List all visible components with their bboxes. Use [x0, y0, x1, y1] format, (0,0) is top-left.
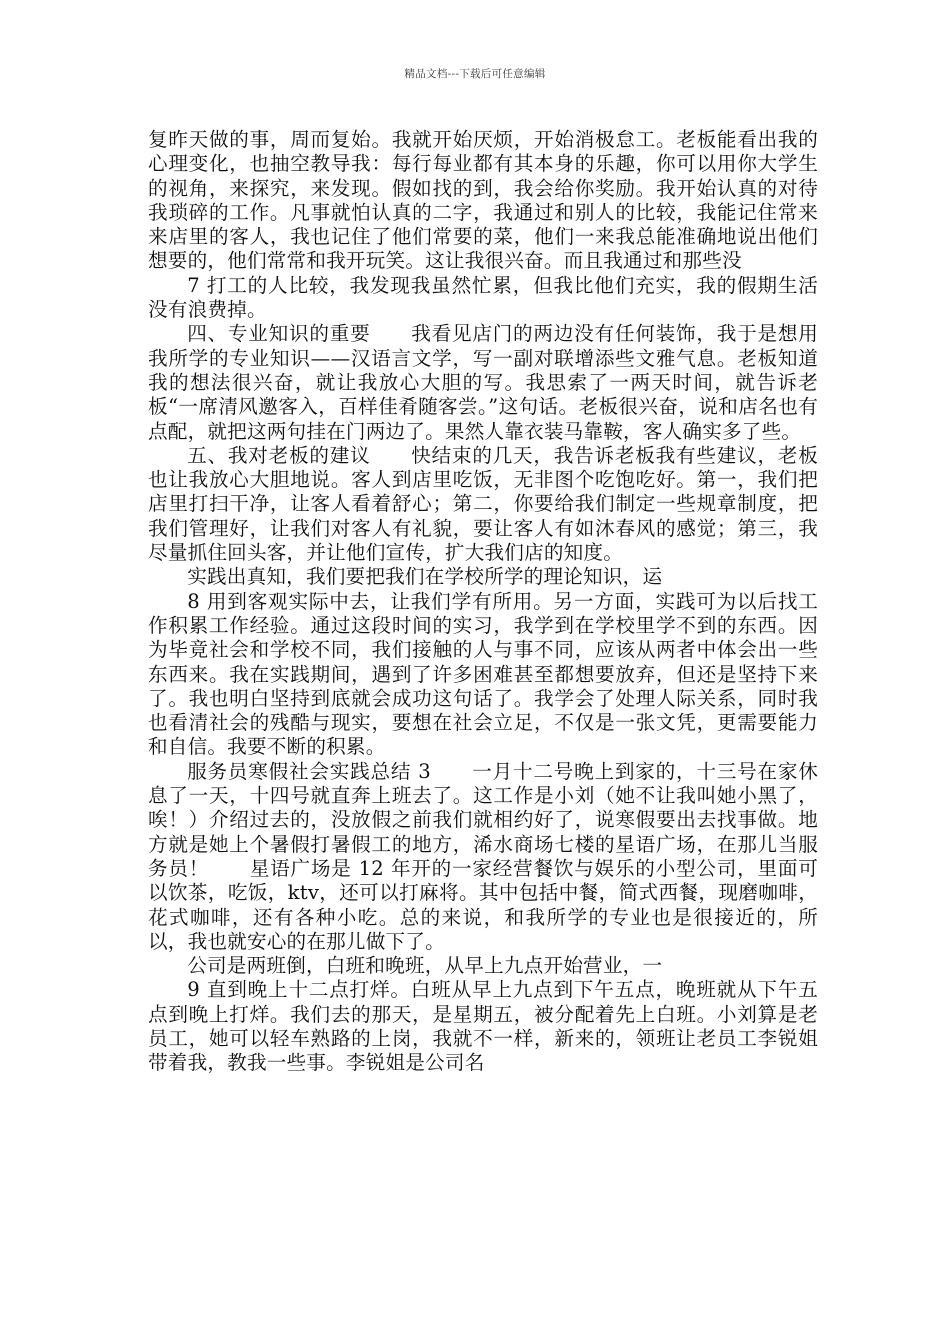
paragraph: 四、专业知识的重要 我看见店门的两边没有任何装饰，我于是想用我所学的专业知识——汉语言文学，写一副对联增添些文雅气息。老板知道我的想法很兴奋，就让我放心大胆的写。我思索了一两天时间，就告诉老板“一席清风邀客入，百样佳肴随客尝。”这句话。老板很兴奋，说和店名也有点配，就把这两句挂在门两边了。果然人靠衣装马靠鞍，客人确实多了些。 [148, 322, 818, 443]
page-header: 精品文档---下载后可任意编辑 [404, 68, 546, 80]
paragraph: 五、我对老板的建议 快结束的几天，我告诉老板我有些建议，老板也让我放心大胆地说。客人到店里吃饭，无非图个吃饱吃好。第一，我们把店里打扫干净，让客人看着舒心；第二，你要给我们制定一些规章制度，把我们管理好，让我们对客人有礼貌，要让客人有如沐春风的感觉；第三，我尽量抓住回头客，并让他们宣传，扩大我们店的知度。 [148, 443, 818, 565]
paragraph: 公司是两班倒，白班和晚班，从早上九点开始营业，一 [187, 954, 663, 978]
paragraph: 实践出真知，我们要把我们在学校所学的理论知识，运 [187, 565, 663, 589]
paragraph: 7 打工的人比较，我发现我虽然忙累，但我比他们充实，我的假期生活没有浪费掉。 [148, 273, 818, 322]
paragraph: 服务员寒假社会实践总结 3 一月十二号晚上到家的，十三号在家休息了一天，十四号就直奔上班去了。这工作是小刘（她不让我叫她小黑了，唉！）介绍过去的，没放假之前我们就相约好了，说寒假要出去找事做。地方就是她上个暑假打暑假工的地方，浠水商场七楼的星语广场，在那儿当服务员！ 星语广场是 12 年开的一家经营餐饮与娱乐的小型公司，里面可以饮茶，吃饭，ktv，还可以打麻将。其中包括中餐，简式西餐，现磨咖啡，花式咖啡，还有各种小吃。总的来说，和我所学的专业也是很接近的，所以，我也就安心的在那儿做下了。 [148, 759, 818, 953]
document-body [148, 128, 818, 1076]
paragraph: 8 用到客观实际中去，让我们学有所用。另一方面，实践可为以后找工作积累工作经验。通过这段时间的实习，我学到在学校里学不到的东西。因为毕竟社会和学校不同，我们接触的人与事不同，应该从两者中体会出一些东西来。我在实践期间，遇到了许多困难甚至都想要放弃，但还是坚持下来了。我也明白坚持到底就会成功这句话了。我学会了处理人际关系，同时我也看清社会的残酷与现实，要想在社会立足，不仅是一张文凭，更需要能力和自信。我要不断的积累。 [148, 589, 818, 759]
paragraph: 9 直到晚上十二点打烊。白班从早上九点到下午五点，晚班就从下午五点到晚上打烊。我们去的那天，是星期五，被分配着先上白班。小刘算是老员工，她可以轻车熟路的上岗，我就不一样，新来的，领班让老员工李锐姐带着我，教我一些事。李锐姐是公司名 [148, 978, 818, 1075]
paragraph: 复昨天做的事，周而复始。我就开始厌烦，开始消极怠工。老板能看出我的心理变化，也抽空教导我：每行每业都有其本身的乐趣，你可以用你大学生的视角，来探究，来发现。假如找的到，我会给你奖励。我开始认真的对待我琐碎的工作。凡事就怕认真的二字，我通过和别人的比较，我能记住常来来店里的客人，我也记住了他们常要的菜，他们一来我总能准确地说出他们想要的，他们常常和我开玩笑。这让我很兴奋。而且我通过和那些没 [148, 128, 818, 273]
